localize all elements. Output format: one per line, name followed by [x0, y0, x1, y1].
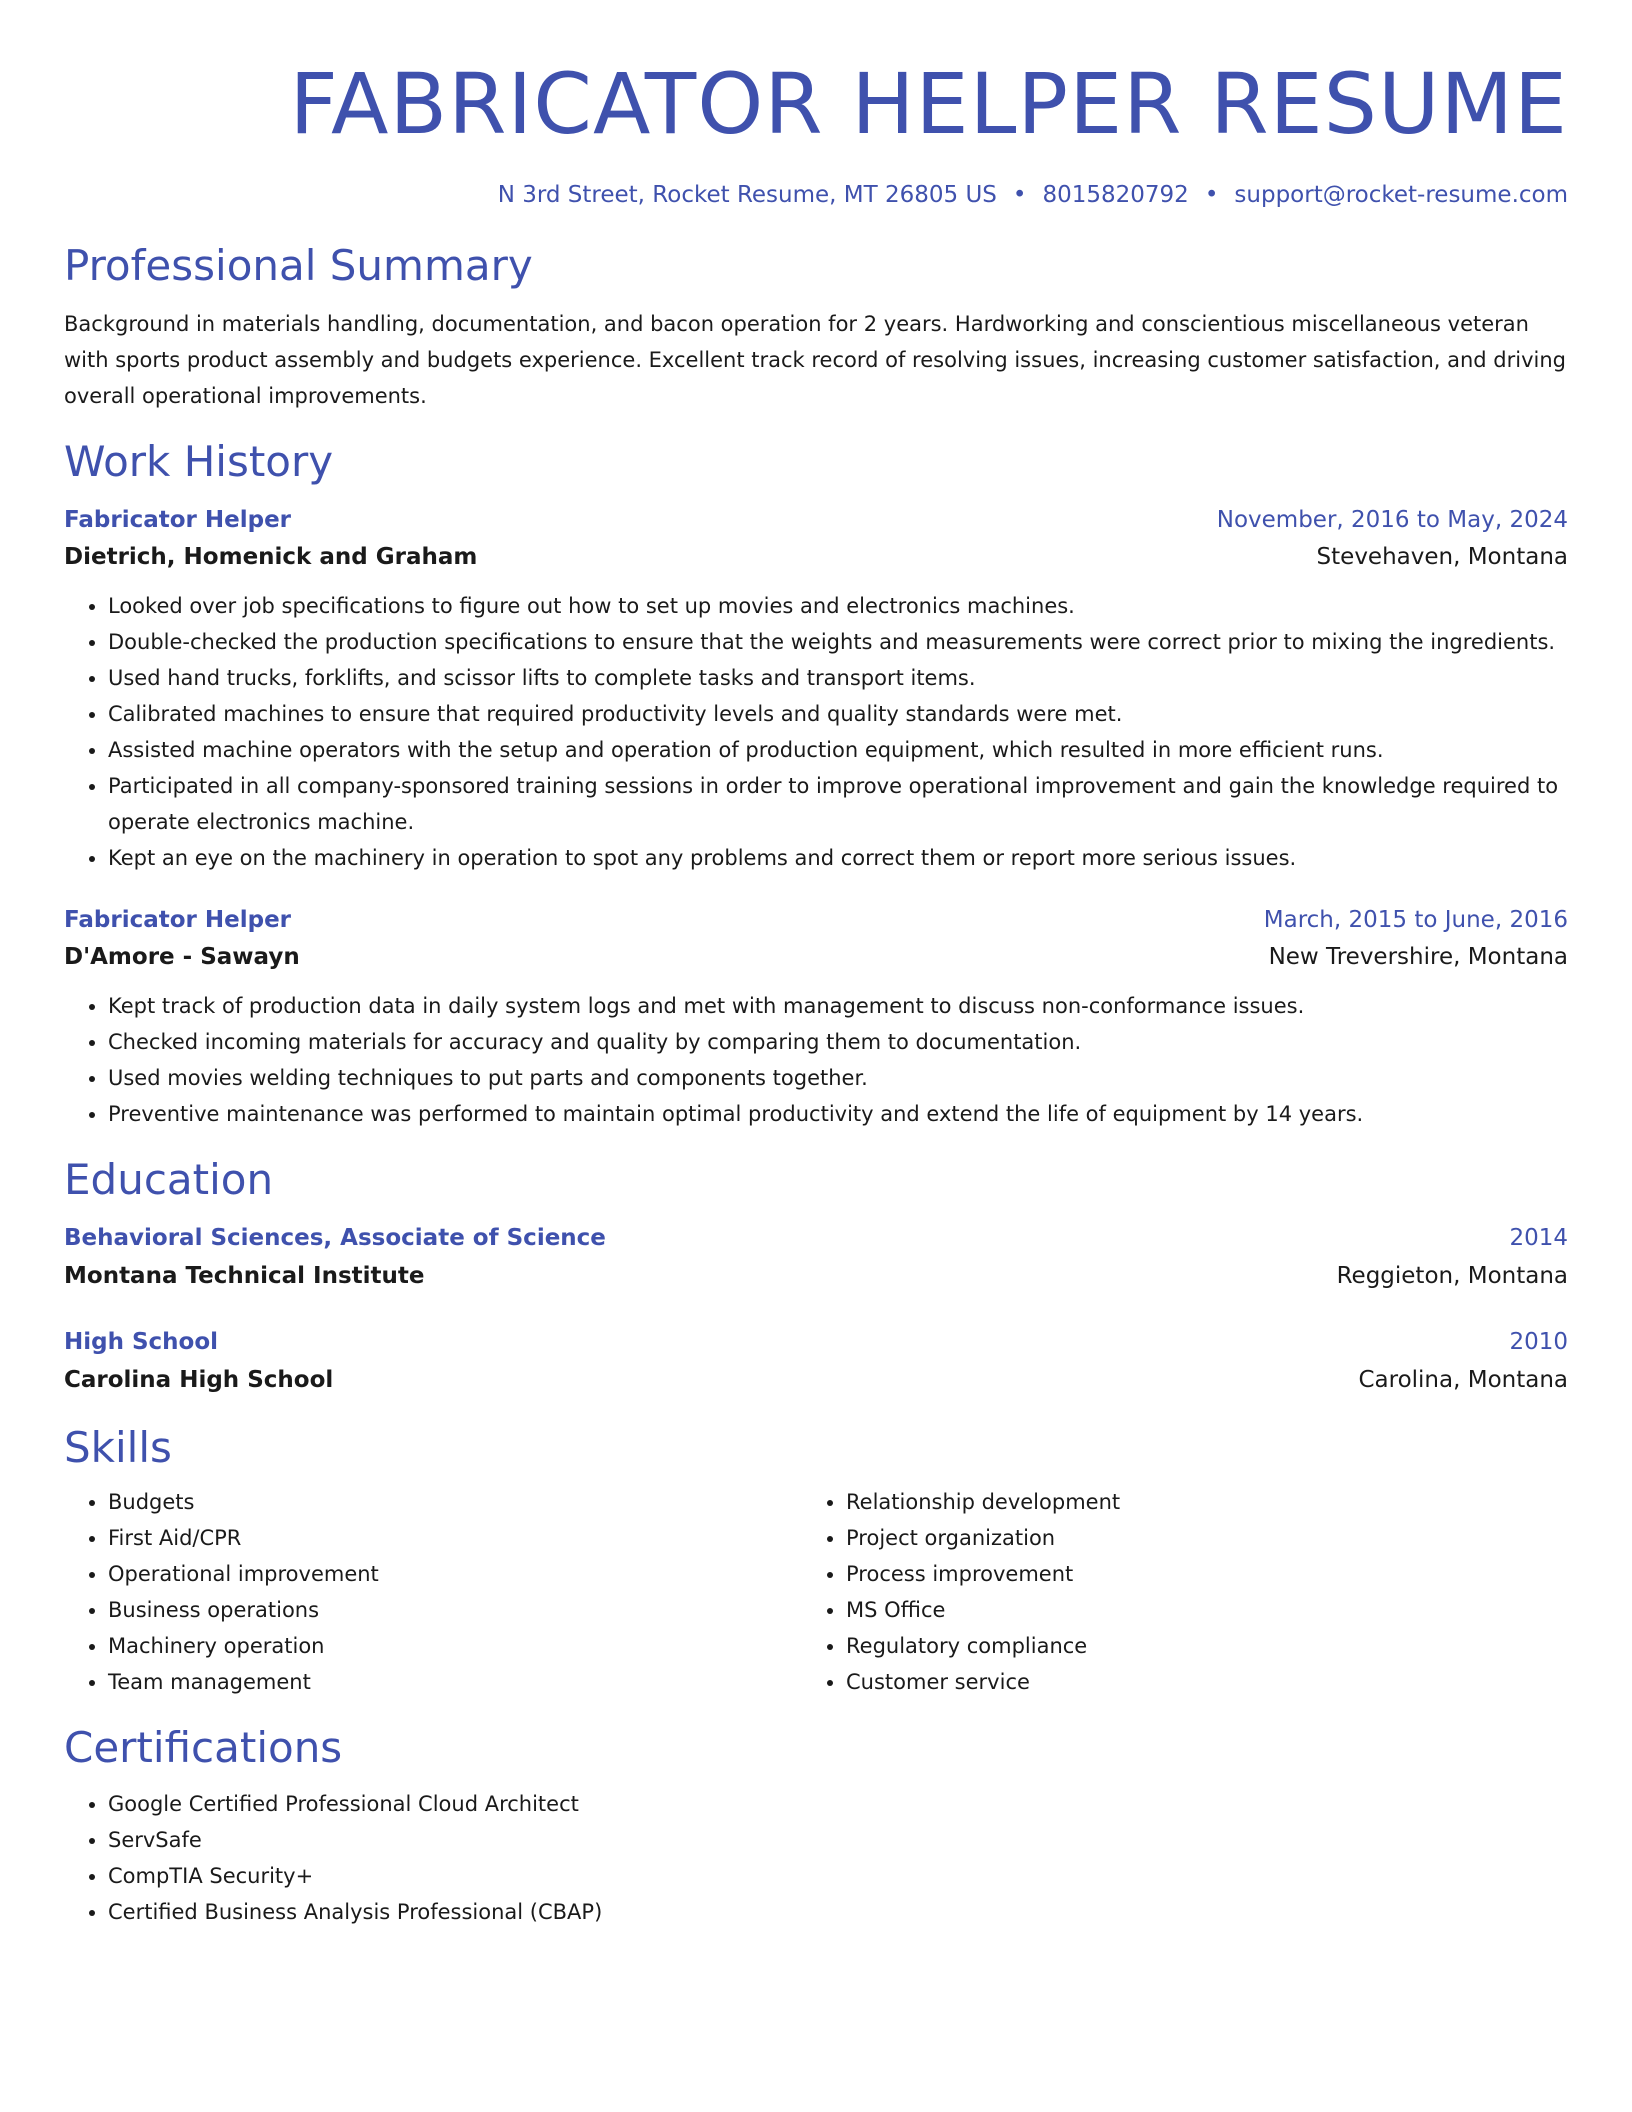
resume-title: FABRICATOR HELPER RESUME — [289, 55, 1568, 153]
education-school: Carolina High School — [64, 1367, 334, 1393]
contact-address: N 3rd Street, Rocket Resume, MT 26805 US — [497, 182, 997, 208]
contact-line — [64, 180, 1568, 210]
summary-text: Background in materials handling, documentation, and bacon operation for 2 years. Hardworking and conscientious miscellaneous veteran with sports product assembly and budgets experience. Excellent track record of resolving issues, increasing customer satisfaction, and driving overall operational improvements. — [64, 312, 1566, 408]
job-location: New Trevershire, Montana — [1268, 944, 1568, 970]
skill-item: • Customer service — [846, 1664, 1540, 1700]
skills-heading: Skills — [64, 1423, 172, 1472]
education-year: 2010 — [1509, 1329, 1568, 1355]
education-school-row — [64, 1360, 1568, 1400]
certifications-section — [64, 1722, 1568, 1930]
job-header-row — [64, 502, 1568, 538]
certification-item: • CompTIA Security+ — [108, 1858, 1568, 1894]
work-history-section — [64, 436, 1568, 1132]
job-bullet: • Double-checked the production specifications to ensure that the weights and measurements were correct prior to mixing the ingredients. — [108, 624, 1568, 660]
certification-item: • Certified Business Analysis Professional (CBAP) — [108, 1894, 1568, 1930]
skill-item: • Team management — [108, 1664, 802, 1700]
job-bullet: • Used movies welding techniques to put parts and components together. — [108, 1060, 1568, 1096]
education-location: Reggieton, Montana — [1336, 1263, 1568, 1289]
education-degree: High School — [64, 1329, 219, 1355]
job-dates: November, 2016 to May, 2024 — [1216, 507, 1568, 533]
education-school-row — [64, 1256, 1568, 1296]
education-heading: Education — [64, 1155, 274, 1204]
education-entry — [64, 1220, 1568, 1296]
contact-separator: • — [1012, 182, 1027, 208]
certification-item: • Google Certified Professional Cloud Architect — [108, 1786, 1568, 1822]
job-bullet: • Looked over job specifications to figure out how to set up movies and electronics machines. — [108, 588, 1568, 624]
job-company: Dietrich, Homenick and Graham — [64, 544, 478, 570]
skill-item: • Budgets — [108, 1484, 802, 1520]
skill-item: • MS Office — [846, 1592, 1540, 1628]
job-bullet: • Kept track of production data in daily system logs and met with management to discuss non-conformance issues. — [108, 988, 1568, 1024]
skill-item: • Business operations — [108, 1592, 802, 1628]
job-bullet: • Checked incoming materials for accuracy and quality by comparing them to documentation. — [108, 1024, 1568, 1060]
job-entry — [64, 502, 1568, 876]
skills-section — [64, 1422, 1568, 1700]
skill-item: • Process improvement — [846, 1556, 1540, 1592]
job-bullet: • Assisted machine operators with the setup and operation of production equipment, which resulted in more efficient runs. — [108, 732, 1568, 768]
job-entry — [64, 902, 1568, 1132]
skill-item: • Relationship development — [846, 1484, 1540, 1520]
job-role: Fabricator Helper — [64, 507, 292, 533]
job-header-row — [64, 902, 1568, 938]
job-bullets — [64, 588, 1568, 876]
job-company: D'Amore - Sawayn — [64, 944, 300, 970]
skill-item: • Project organization — [846, 1520, 1540, 1556]
education-school: Montana Technical Institute — [64, 1263, 425, 1289]
job-bullet: • Used hand trucks, forklifts, and scissor lifts to complete tasks and transport items. — [108, 660, 1568, 696]
skills-columns — [64, 1484, 1568, 1700]
skills-column-right — [802, 1484, 1540, 1700]
education-year: 2014 — [1509, 1225, 1568, 1251]
job-role: Fabricator Helper — [64, 907, 292, 933]
job-bullet: • Calibrated machines to ensure that required productivity levels and quality standards were met. — [108, 696, 1568, 732]
education-location: Carolina, Montana — [1358, 1367, 1568, 1393]
skill-item: • Machinery operation — [108, 1628, 802, 1664]
skill-item: • Operational improvement — [108, 1556, 802, 1592]
summary-section — [64, 240, 1568, 414]
job-dates: March, 2015 to June, 2016 — [1263, 907, 1568, 933]
education-section — [64, 1154, 1568, 1400]
skill-item: • Regulatory compliance — [846, 1628, 1540, 1664]
certification-item: • ServSafe — [108, 1822, 1568, 1858]
skills-list — [64, 1484, 802, 1700]
job-bullet: • Kept an eye on the machinery in operation to spot any problems and correct them or report more serious issues. — [108, 840, 1568, 876]
certifications-list — [64, 1786, 1568, 1930]
job-bullet: • Participated in all company-sponsored training sessions in order to improve operational improvement and gain the knowledge required to operate electronics machine. — [108, 768, 1568, 840]
job-bullets — [64, 988, 1568, 1132]
skills-list — [802, 1484, 1540, 1700]
job-company-row — [64, 938, 1568, 976]
education-degree: Behavioral Sciences, Associate of Science — [64, 1225, 606, 1251]
skills-column-left — [64, 1484, 802, 1700]
contact-separator: • — [1204, 182, 1219, 208]
summary-heading: Professional Summary — [64, 241, 533, 290]
job-company-row — [64, 538, 1568, 576]
skill-item: • First Aid/CPR — [108, 1520, 802, 1556]
education-header-row — [64, 1220, 1568, 1256]
job-bullet: • Preventive maintenance was performed to maintain optimal productivity and extend the life of equipment by 14 years. — [108, 1096, 1568, 1132]
education-entry — [64, 1324, 1568, 1400]
work-history-heading: Work History — [64, 437, 334, 486]
job-location: Stevehaven, Montana — [1316, 544, 1568, 570]
education-header-row — [64, 1324, 1568, 1360]
contact-email: support@rocket-resume.com — [1234, 182, 1568, 208]
contact-phone: 8015820792 — [1042, 182, 1189, 208]
resume-header — [64, 0, 1568, 210]
certifications-heading: Certifications — [64, 1723, 343, 1772]
